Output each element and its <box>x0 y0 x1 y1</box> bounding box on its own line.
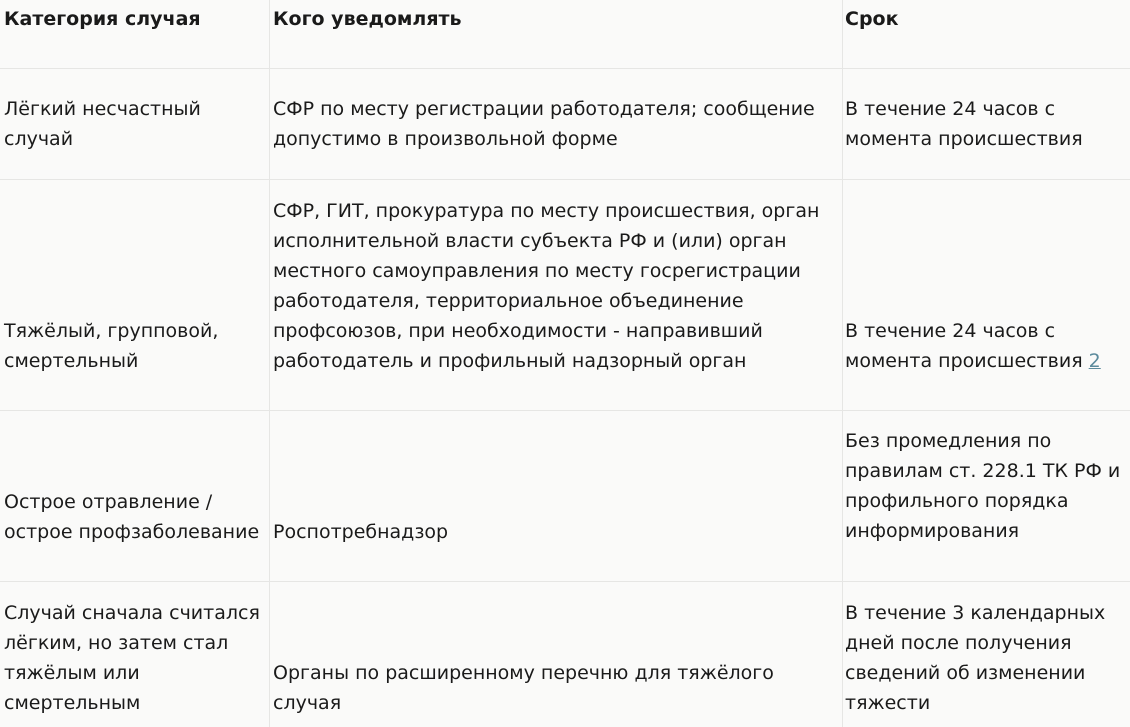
cell-notify: Органы по расширенному перечню для тяжёлого случая <box>270 582 843 727</box>
cell-notify: СФР по месту регистрации работодателя; сообщение допустимо в произвольной форме <box>270 69 843 179</box>
header-deadline: Срок <box>845 8 899 30</box>
table-row <box>0 180 1130 411</box>
cell-category: Острое отравление / острое профзаболевание <box>0 411 270 581</box>
cell-notify: Роспотребнадзор <box>270 411 843 581</box>
cell-deadline: В течение 3 календарных дней после получения сведений об изменении тяжести <box>845 602 1106 714</box>
cell-deadline: В течение 24 часов с момента происшествия <box>845 98 1083 150</box>
cell-deadline: Без промедления по правилам ст. 228.1 ТК РФ и профильного порядка информирования <box>845 430 1121 542</box>
header-category: Категория случая <box>0 0 270 68</box>
table-row <box>0 582 1130 727</box>
table-header-row <box>0 0 1130 69</box>
cell-deadline: В течение 24 часов с момента происшествия 2 <box>845 320 1101 372</box>
cell-category: Случай сначала считался лёгким, но затем стал тяжёлым или смертельным <box>0 582 270 727</box>
header-notify: Кого уведомлять <box>270 0 843 68</box>
table-row <box>0 69 1130 180</box>
cell-category: Тяжёлый, групповой, смертельный <box>0 180 270 410</box>
cell-category: Лёгкий несчастный случай <box>0 69 270 179</box>
cell-notify: СФР, ГИТ, прокуратура по месту происшествия, орган исполнительной власти субъекта РФ и (или) орган местного самоуправления по месту госрегистрации работодателя, территориальное объединение профсоюзов, при необходимости - направивший работодатель и профильный надзорный орган <box>270 180 843 410</box>
footnote-link[interactable]: 2 <box>1088 350 1101 372</box>
table-row <box>0 411 1130 582</box>
